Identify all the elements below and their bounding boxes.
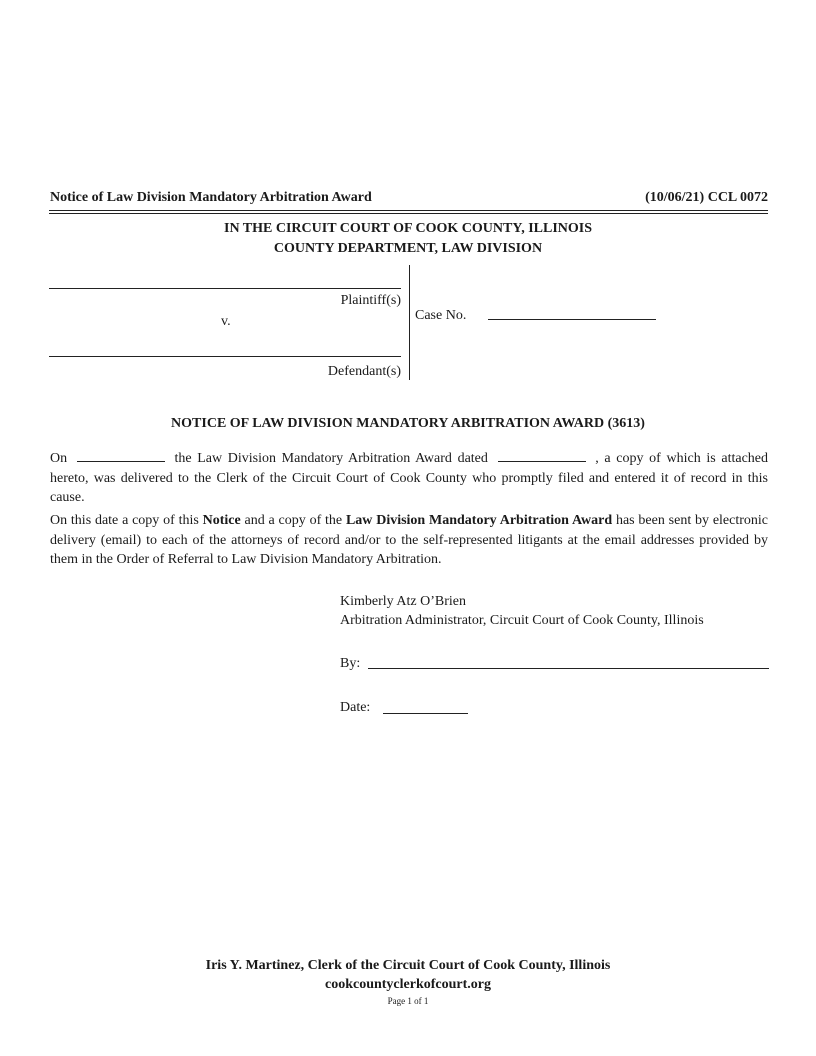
administrator-position: Arbitration Administrator, Circuit Court of Cook County, Illinois: [340, 613, 704, 628]
para2-text1: On this date a copy of this: [50, 513, 199, 528]
case-no-line[interactable]: [488, 319, 656, 320]
notice-title: NOTICE OF LAW DIVISION MANDATORY ARBITRATION AWARD (3613): [171, 416, 645, 431]
para2-text3: has been sent by electronic delivery (email) to each of the attorneys of record and/or to the self-represented litigants at the email addresses provided by them in the Order of Referral to Law Division Mandatory Arbitration.: [50, 513, 769, 567]
award-date-blank[interactable]: [498, 447, 586, 462]
para2-text2: and a copy of the: [244, 513, 343, 528]
para2-bold-notice: Notice: [202, 513, 241, 528]
signature-line[interactable]: [368, 668, 769, 669]
delivery-date-blank[interactable]: [77, 447, 165, 462]
versus-label: v.: [221, 314, 231, 329]
date-line[interactable]: [383, 713, 468, 714]
date-label: Date:: [340, 700, 371, 715]
caption-divider: [409, 265, 410, 380]
form-code: (10/06/21) CCL 0072: [645, 190, 768, 205]
court-name: IN THE CIRCUIT COURT OF COOK COUNTY, ILLINOIS: [224, 221, 592, 236]
form-title: Notice of Law Division Mandatory Arbitration Award: [50, 190, 372, 205]
clerk-footer: Iris Y. Martinez, Clerk of the Circuit Court of Cook County, Illinois: [205, 958, 611, 973]
header-double-rule: [49, 210, 768, 214]
administrator-name: Kimberly Atz O’Brien: [340, 594, 466, 609]
plaintiff-label: Plaintiff(s): [340, 293, 401, 308]
page-number: Page 1 of 1: [387, 996, 429, 1006]
para1-award-dated: the Law Division Mandatory Arbitration Award dated: [174, 451, 488, 466]
case-no-label: Case No.: [415, 308, 467, 323]
plaintiff-line[interactable]: [49, 288, 401, 289]
paragraph-delivery: [50, 447, 768, 508]
defendant-line[interactable]: [49, 356, 401, 357]
court-department: COUNTY DEPARTMENT, LAW DIVISION: [273, 241, 543, 256]
para1-on: On: [50, 451, 68, 466]
paragraph-service: [50, 511, 768, 570]
by-label: By:: [340, 656, 361, 671]
para1-rest: , a copy of which is attached hereto, was delivered to the Clerk of the Circuit Court of Cook County who promptly filed and entered it of record in this cause.: [50, 451, 769, 505]
clerk-website[interactable]: cookcountyclerkofcourt.org: [324, 977, 492, 992]
defendant-label: Defendant(s): [327, 364, 401, 379]
para2-bold-award: Law Division Mandatory Arbitration Award: [345, 513, 613, 528]
